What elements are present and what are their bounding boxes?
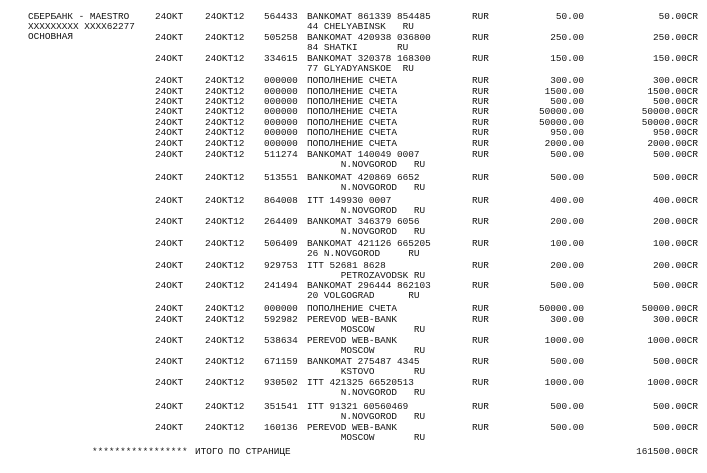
row-currency: RUR [472, 422, 489, 433]
row-auth-code: 264409 [264, 216, 298, 227]
row-currency: RUR [472, 401, 489, 412]
row-amount: 250.00 [550, 32, 584, 43]
row-description: ПОПОЛНЕНИЕ СЧЕТА [307, 106, 398, 117]
row-description: ITT 91321 60560469 [307, 401, 409, 412]
row-txn-date: 24OKT12 [205, 216, 245, 227]
row-currency: RUR [472, 11, 489, 22]
row-post-date: 24OKT [155, 32, 184, 43]
row-description: ITT 421325 66520513 [307, 377, 414, 388]
row-description: ПОПОЛНЕНИЕ СЧЕТА [307, 96, 398, 107]
row-post-date: 24OKT [155, 138, 184, 149]
page-total-label: ИТОГО ПО СТРАНИЦЕ [195, 446, 291, 457]
row-description: ITT 149930 0007 [307, 195, 392, 206]
row-amount: 950.00 [550, 127, 584, 138]
row-txn-date: 24OKT12 [205, 106, 245, 117]
row-description: BANKOMAT 420869 6652 [307, 172, 420, 183]
row-post-date: 24OKT [155, 280, 184, 291]
row-post-date: 24OKT [155, 117, 184, 128]
row-txn-date: 24OKT12 [205, 149, 245, 160]
row-description: ПОПОЛНЕНИЕ СЧЕТА [307, 303, 398, 314]
row-amount: 500.00 [550, 149, 584, 160]
row-auth-code: 241494 [264, 280, 298, 291]
row-description: ПОПОЛНЕНИЕ СЧЕТА [307, 86, 398, 97]
row-txn-date: 24OKT12 [205, 96, 245, 107]
row-txn-date: 24OKT12 [205, 172, 245, 183]
row-auth-code: 513551 [264, 172, 298, 183]
row-description: BANKOMAT 320378 168300 [307, 53, 431, 64]
row-amount: 200.00 [550, 260, 584, 271]
row-description-line2: 77 GLYADYANSKOE RU [307, 63, 414, 74]
row-txn-date: 24OKT12 [205, 260, 245, 271]
row-auth-code: 000000 [264, 138, 298, 149]
row-total: 500.00CR [652, 149, 698, 160]
row-currency: RUR [472, 149, 489, 160]
row-amount: 100.00 [550, 238, 584, 249]
row-txn-date: 24OKT12 [205, 32, 245, 43]
row-total: 950.00CR [652, 127, 698, 138]
account-line-number: XXXXXXXXX XXXX62277 [28, 21, 135, 32]
row-txn-date: 24OKT12 [205, 127, 245, 138]
row-amount: 500.00 [550, 96, 584, 107]
row-description-line2: PETROZAVODSK RU [307, 270, 426, 281]
row-amount: 300.00 [550, 75, 584, 86]
row-post-date: 24OKT [155, 11, 184, 22]
row-total: 250.00CR [652, 32, 698, 43]
row-amount: 500.00 [550, 401, 584, 412]
row-auth-code: 351541 [264, 401, 298, 412]
row-description: ПОПОЛНЕНИЕ СЧЕТА [307, 75, 398, 86]
row-description: BANKOMAT 421126 665205 [307, 238, 431, 249]
row-txn-date: 24OKT12 [205, 377, 245, 388]
row-post-date: 24OKT [155, 195, 184, 206]
row-amount: 50000.00 [538, 106, 584, 117]
row-total: 500.00CR [652, 422, 698, 433]
row-description: BANKOMAT 346379 6056 [307, 216, 420, 227]
row-amount: 1000.00 [544, 377, 584, 388]
row-amount: 500.00 [550, 172, 584, 183]
row-total: 200.00CR [652, 260, 698, 271]
row-currency: RUR [472, 75, 489, 86]
row-auth-code: 592982 [264, 314, 298, 325]
row-total: 50.00CR [658, 11, 698, 22]
row-total: 400.00CR [652, 195, 698, 206]
row-post-date: 24OKT [155, 172, 184, 183]
row-auth-code: 160136 [264, 422, 298, 433]
row-auth-code: 929753 [264, 260, 298, 271]
row-description: ПОПОЛНЕНИЕ СЧЕТА [307, 127, 398, 138]
row-description-line2: 20 VOLGOGRAD RU [307, 290, 420, 301]
row-txn-date: 24OKT12 [205, 401, 245, 412]
row-post-date: 24OKT [155, 53, 184, 64]
row-post-date: 24OKT [155, 149, 184, 160]
row-auth-code: 505258 [264, 32, 298, 43]
row-txn-date: 24OKT12 [205, 117, 245, 128]
row-post-date: 24OKT [155, 86, 184, 97]
row-post-date: 24OKT [155, 377, 184, 388]
row-post-date: 24OKT [155, 75, 184, 86]
row-post-date: 24OKT [155, 422, 184, 433]
row-total: 2000.00CR [647, 138, 698, 149]
row-amount: 300.00 [550, 314, 584, 325]
row-total: 200.00CR [652, 216, 698, 227]
row-post-date: 24OKT [155, 96, 184, 107]
row-description-line2: N.NOVGOROD RU [307, 411, 426, 422]
row-txn-date: 24OKT12 [205, 53, 245, 64]
row-auth-code: 506409 [264, 238, 298, 249]
row-total: 500.00CR [652, 172, 698, 183]
row-currency: RUR [472, 117, 489, 128]
row-post-date: 24OKT [155, 356, 184, 367]
row-amount: 500.00 [550, 422, 584, 433]
row-description-line2: N.NOVGOROD RU [307, 159, 426, 170]
row-currency: RUR [472, 32, 489, 43]
account-line-bank: СБЕРБАНК - MAESTRO [28, 11, 130, 22]
row-amount: 50.00 [555, 11, 584, 22]
row-description-line2: MOSCOW RU [307, 345, 426, 356]
row-description-line2: MOSCOW RU [307, 324, 426, 335]
row-description-line2: 84 SHATKI RU [307, 42, 409, 53]
row-currency: RUR [472, 172, 489, 183]
row-total: 50000.00CR [641, 303, 698, 314]
row-post-date: 24OKT [155, 216, 184, 227]
row-auth-code: 000000 [264, 96, 298, 107]
row-description-line2: 26 N.NOVGOROD RU [307, 248, 420, 259]
row-total: 1500.00CR [647, 86, 698, 97]
row-auth-code: 000000 [264, 75, 298, 86]
row-currency: RUR [472, 314, 489, 325]
row-total: 100.00CR [652, 238, 698, 249]
row-post-date: 24OKT [155, 335, 184, 346]
row-amount: 50000.00 [538, 117, 584, 128]
row-currency: RUR [472, 53, 489, 64]
row-description: BANKOMAT 861339 854485 [307, 11, 431, 22]
footer-stars: ***************** [92, 446, 188, 457]
row-txn-date: 24OKT12 [205, 195, 245, 206]
row-amount: 1000.00 [544, 335, 584, 346]
row-auth-code: 000000 [264, 127, 298, 138]
row-total: 500.00CR [652, 356, 698, 367]
row-txn-date: 24OKT12 [205, 138, 245, 149]
account-line-type: ОСНОВНАЯ [28, 31, 74, 42]
row-txn-date: 24OKT12 [205, 86, 245, 97]
row-auth-code: 000000 [264, 86, 298, 97]
row-amount: 1500.00 [544, 86, 584, 97]
row-currency: RUR [472, 96, 489, 107]
row-total: 1000.00CR [647, 377, 698, 388]
row-post-date: 24OKT [155, 238, 184, 249]
row-auth-code: 564433 [264, 11, 298, 22]
row-description-line2: 44 CHELYABINSK RU [307, 21, 414, 32]
row-txn-date: 24OKT12 [205, 280, 245, 291]
row-currency: RUR [472, 138, 489, 149]
row-description: ПОПОЛНЕНИЕ СЧЕТА [307, 117, 398, 128]
row-currency: RUR [472, 280, 489, 291]
row-description: BANKOMAT 420938 036800 [307, 32, 431, 43]
row-txn-date: 24OKT12 [205, 314, 245, 325]
row-post-date: 24OKT [155, 106, 184, 117]
row-txn-date: 24OKT12 [205, 238, 245, 249]
row-description: PEREVOD WEB-BANK [307, 335, 398, 346]
row-currency: RUR [472, 86, 489, 97]
row-post-date: 24OKT [155, 401, 184, 412]
row-description-line2: KSTOVO RU [307, 366, 426, 377]
row-post-date: 24OKT [155, 260, 184, 271]
row-auth-code: 864008 [264, 195, 298, 206]
row-amount: 50000.00 [538, 303, 584, 314]
row-currency: RUR [472, 260, 489, 271]
row-post-date: 24OKT [155, 303, 184, 314]
row-txn-date: 24OKT12 [205, 11, 245, 22]
row-description-line2: N.NOVGOROD RU [307, 182, 426, 193]
row-description-line2: N.NOVGOROD RU [307, 387, 426, 398]
row-auth-code: 538634 [264, 335, 298, 346]
page-total-value: 161500.00CR [636, 446, 698, 457]
row-amount: 150.00 [550, 53, 584, 64]
row-amount: 500.00 [550, 356, 584, 367]
row-auth-code: 000000 [264, 117, 298, 128]
row-currency: RUR [472, 356, 489, 367]
row-total: 1000.00CR [647, 335, 698, 346]
row-txn-date: 24OKT12 [205, 356, 245, 367]
row-description-line2: MOSCOW RU [307, 432, 426, 443]
row-description: PEREVOD WEB-BANK [307, 314, 398, 325]
row-total: 50000.00CR [641, 117, 698, 128]
row-txn-date: 24OKT12 [205, 335, 245, 346]
row-total: 500.00CR [652, 96, 698, 107]
row-currency: RUR [472, 238, 489, 249]
row-amount: 500.00 [550, 280, 584, 291]
row-txn-date: 24OKT12 [205, 75, 245, 86]
row-total: 500.00CR [652, 401, 698, 412]
row-txn-date: 24OKT12 [205, 303, 245, 314]
row-post-date: 24OKT [155, 127, 184, 138]
row-currency: RUR [472, 303, 489, 314]
row-currency: RUR [472, 377, 489, 388]
row-post-date: 24OKT [155, 314, 184, 325]
row-description: BANKOMAT 140049 0007 [307, 149, 420, 160]
row-description: PEREVOD WEB-BANK [307, 422, 398, 433]
row-description: ПОПОЛНЕНИЕ СЧЕТА [307, 138, 398, 149]
row-description: BANKOMAT 275487 4345 [307, 356, 420, 367]
row-currency: RUR [472, 195, 489, 206]
row-auth-code: 000000 [264, 106, 298, 117]
row-amount: 2000.00 [544, 138, 584, 149]
row-currency: RUR [472, 216, 489, 227]
row-total: 150.00CR [652, 53, 698, 64]
row-amount: 400.00 [550, 195, 584, 206]
row-txn-date: 24OKT12 [205, 422, 245, 433]
row-amount: 200.00 [550, 216, 584, 227]
row-auth-code: 511274 [264, 149, 298, 160]
row-auth-code: 671159 [264, 356, 298, 367]
row-description-line2: N.NOVGOROD RU [307, 205, 426, 216]
row-currency: RUR [472, 106, 489, 117]
row-total: 500.00CR [652, 280, 698, 291]
row-auth-code: 000000 [264, 303, 298, 314]
row-total: 50000.00CR [641, 106, 698, 117]
row-auth-code: 930502 [264, 377, 298, 388]
row-total: 300.00CR [652, 75, 698, 86]
row-description-line2: N.NOVGOROD RU [307, 226, 426, 237]
row-description: ITT 52681 8628 [307, 260, 386, 271]
row-currency: RUR [472, 335, 489, 346]
row-description: BANKOMAT 296444 862103 [307, 280, 431, 291]
row-total: 300.00CR [652, 314, 698, 325]
row-auth-code: 334615 [264, 53, 298, 64]
row-currency: RUR [472, 127, 489, 138]
